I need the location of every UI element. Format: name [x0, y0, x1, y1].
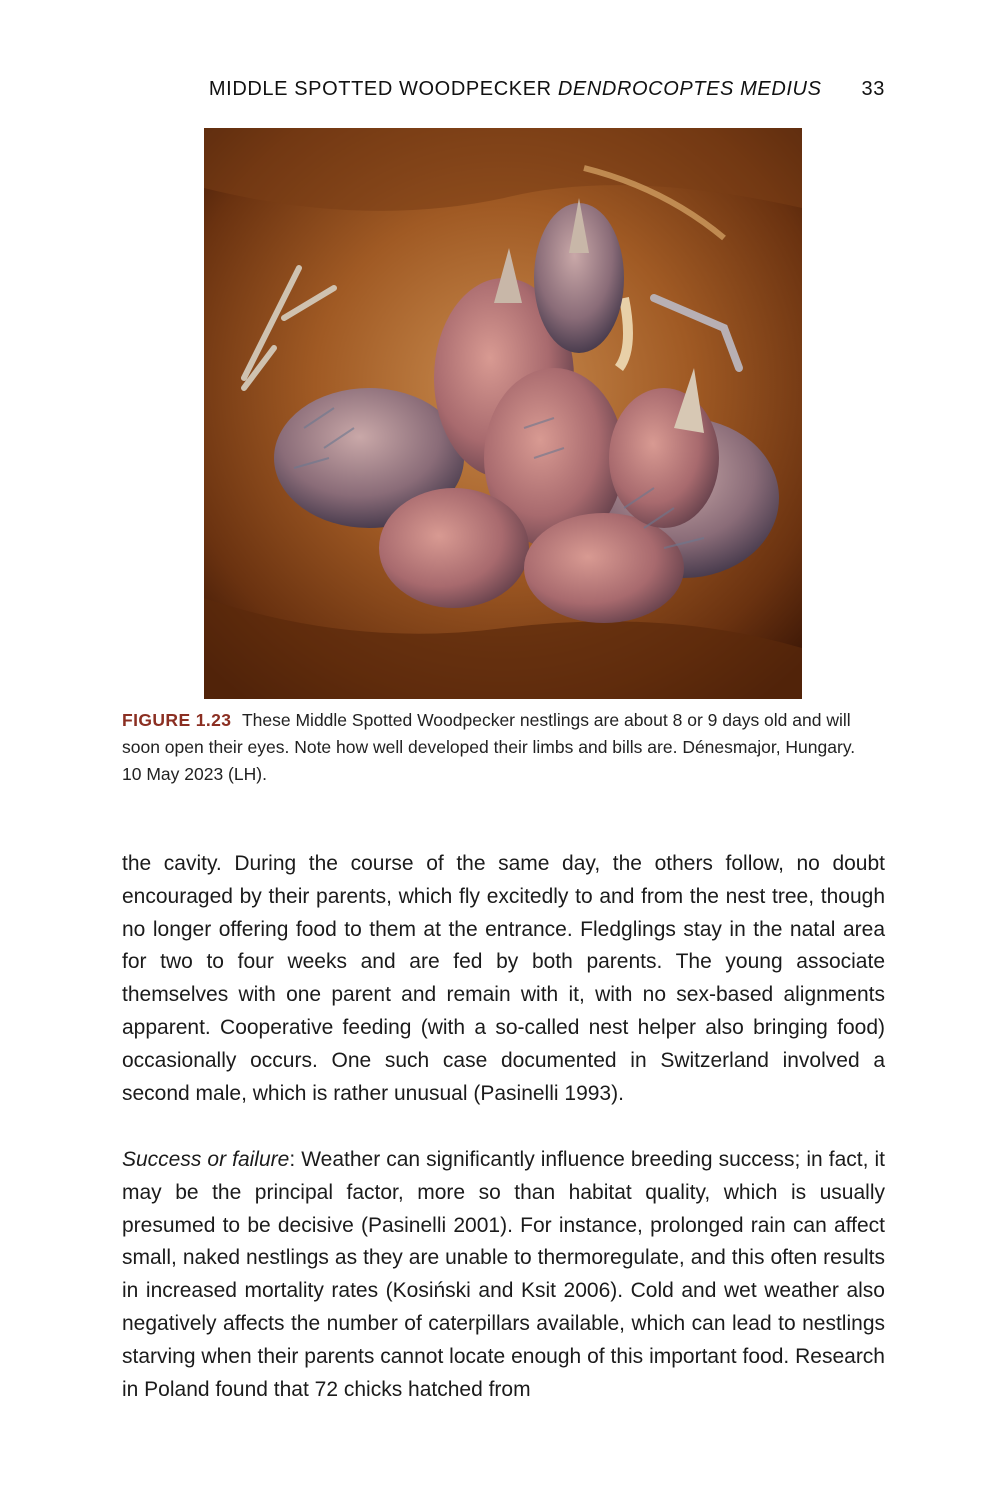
running-head-title-plain: MIDDLE SPOTTED WOODPECKER — [208, 78, 552, 100]
figure-caption — [122, 707, 867, 788]
body-paragraph-2 — [122, 1144, 885, 1406]
running-head-title — [209, 78, 822, 101]
running-head — [120, 78, 885, 101]
nest-cavity-photo — [204, 128, 802, 699]
figure-caption-text: These Middle Spotted Woodpecker nestlings are about 8 or 9 days old and will soon open their eyes. Note how well developed their limbs and bills are. Dénesmajor, Hungary. 10 May 2023 (LH). — [122, 710, 856, 784]
running-head-title-italic: DENDROCOPTES MEDIUS — [557, 78, 822, 100]
body-paragraph-1: the cavity. During the course of the same day, the others follow, no doubt encouraged by their parents, which fly excitedly to and from the nest tree, though no longer offering food to them at the entrance. Fledglings stay in the natal area for two to four weeks and are fed by both parents. The young associate themselves with one parent and remain with it, with no sex-based alignments apparent. Cooperative feeding (with a so-called nest helper also bringing food) occasionally occurs. One such case documented in Switzerland involved a second male, which is rather unusual (Pasinelli 1993). — [122, 852, 885, 1105]
paragraph-2-text: : Weather can significantly influence breeding success; in fact, it may be the principal factor, more so than habitat quality, which is usually presumed to be decisive (Pasinelli 2001). For instance, prolonged rain can affect small, naked nestlings as they are unable to thermoregulate, and this often results in increased mortality rates (Kosiński and Ksit 2006). Cold and wet weather also negatively affects the number of caterpillars available, which can lead to nestlings starving when their parents cannot locate enough of this important food. Research in Poland found that 72 chicks hatched from — [122, 1148, 885, 1401]
figure-photo-nestlings — [204, 128, 802, 699]
page-number: 33 — [861, 78, 885, 100]
paragraph-lead-heading: Success or failure — [122, 1148, 290, 1171]
figure-label: FIGURE 1.23 — [122, 710, 232, 730]
